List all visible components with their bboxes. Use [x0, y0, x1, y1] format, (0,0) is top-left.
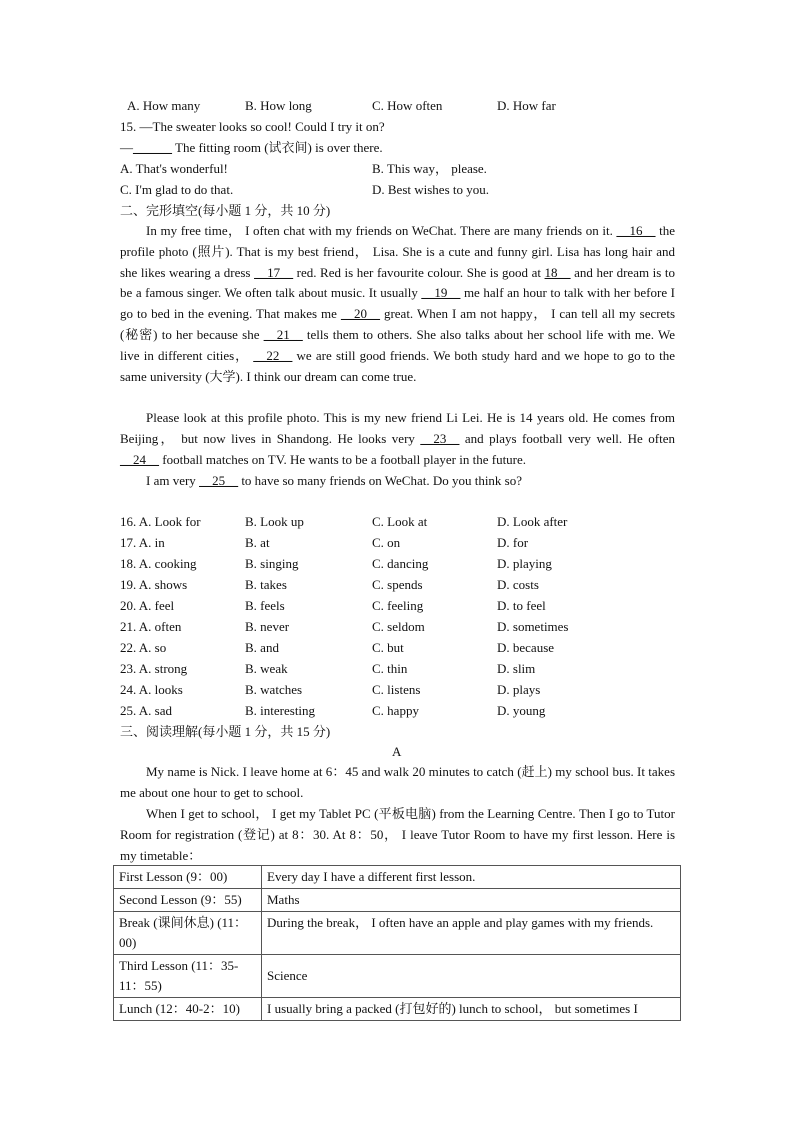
choice-18-d: D. playing [497, 556, 552, 571]
timetable-note: During the break， I often have an apple and play games with my friends. [262, 912, 681, 955]
choice-24-a: 24. A. looks [120, 682, 183, 697]
choice-21-d: D. sometimes [497, 619, 569, 634]
choice-21-b: B. never [245, 619, 290, 634]
passage-label: A [392, 744, 402, 759]
cloze-paragraph-1 [120, 221, 675, 387]
table-row [114, 889, 681, 912]
choice-17-c: C. on [372, 535, 401, 550]
cloze-text: football matches on TV. He wants to be a football player in the future. [159, 451, 527, 467]
choice-22-a: 22. A. so [120, 640, 167, 655]
q14-option-a: A. How many [127, 98, 201, 113]
q15-option-c: C. I'm glad to do that. [120, 182, 234, 197]
choice-21-a: 21. A. often [120, 619, 182, 634]
cloze-blank-25: __25__ [199, 473, 239, 488]
q14-option-c: C. How often [372, 98, 443, 113]
choice-18-a: 18. A. cooking [120, 556, 197, 571]
cloze-blank-24: __24__ [120, 451, 159, 467]
choice-24-d: D. plays [497, 682, 541, 697]
choice-18-c: C. dancing [372, 556, 429, 571]
cloze-text: I am very [146, 473, 200, 488]
choice-25-b: B. interesting [245, 703, 316, 718]
reading-text: My name is Nick. I leave home at 6：45 and walk 20 minutes to catch (赶上) my school bus. It takes me about one hour to get to school. [120, 764, 675, 800]
timetable-period: Third Lesson (11：35-11：55) [114, 955, 262, 998]
table-row [114, 998, 681, 1021]
timetable-period: Lunch (12：40-2：10) [114, 998, 262, 1021]
choice-16-b: B. Look up [245, 514, 304, 529]
cloze-text: red. Red is her favourite colour. She is good at [293, 264, 545, 280]
section3-heading: 三、阅读理解(每小题 1 分，共 15 分) [120, 724, 331, 739]
q15-reply-dash: — [120, 140, 133, 155]
q15-option-a: A. That's wonderful! [120, 161, 228, 176]
timetable-note: Science [262, 955, 681, 998]
choice-16-d: D. Look after [497, 514, 568, 529]
choice-19-b: B. takes [245, 577, 287, 592]
timetable-period: First Lesson (9：00) [114, 866, 262, 889]
q15-reply [120, 140, 383, 156]
choice-23-d: D. slim [497, 661, 536, 676]
timetable [113, 865, 681, 1021]
cloze-text: great. When I am not happy， I can tell all my secrets (秘密) to her because she [120, 306, 676, 342]
choice-25-c: C. happy [372, 703, 419, 718]
cloze-paragraph-2 [120, 408, 675, 470]
cloze-blank-19: __19__ [421, 285, 461, 301]
choice-23-c: C. thin [372, 661, 408, 676]
choice-22-c: C. but [372, 640, 404, 655]
choice-20-c: C. feeling [372, 598, 424, 613]
timetable-note: Maths [262, 889, 681, 912]
timetable-period: Break (课间休息) (11：00) [114, 912, 262, 955]
choice-19-c: C. spends [372, 577, 423, 592]
choice-23-a: 23. A. strong [120, 661, 188, 676]
cloze-blank-20: __20__ [340, 306, 380, 322]
cloze-text: me half an hour to talk with her before I go to bed in the evening. That makes me [120, 285, 675, 322]
choice-21-c: C. seldom [372, 619, 425, 634]
cloze-text: to have so many friends on WeChat. Do you think so? [238, 473, 523, 488]
choice-20-d: D. to feel [497, 598, 546, 613]
table-row [114, 866, 681, 889]
choice-22-b: B. and [245, 640, 279, 655]
choice-17-d: D. for [497, 535, 529, 550]
choice-19-d: D. costs [497, 577, 539, 592]
q15-reply-rest: The fitting room (试衣间) is over there. [172, 140, 383, 155]
q15-option-d: D. Best wishes to you. [372, 182, 489, 197]
q15-option-b: B. This way， please. [372, 161, 487, 176]
choice-20-a: 20. A. feel [120, 598, 175, 613]
reading-paragraph-1 [120, 762, 675, 804]
section2-heading: 二、完形填空(每小题 1 分，共 10 分) [120, 203, 331, 218]
choice-16-c: C. Look at [372, 514, 428, 529]
choice-18-b: B. singing [245, 556, 299, 571]
choice-24-c: C. listens [372, 682, 421, 697]
cloze-text: and plays football very well. He often [459, 430, 675, 446]
q15-stem: 15. —The sweater looks so cool! Could I try it on? [120, 119, 385, 134]
cloze-paragraph-3 [120, 471, 675, 492]
cloze-text: In my free time， I often chat with my friends on WeChat. There are many friends on it. [146, 223, 617, 238]
cloze-text: tells them to others. She also talks about her school life with me. We live in different cities， [120, 326, 675, 363]
cloze-blank-16: __16__ [616, 223, 656, 238]
q15-reply-blank: ______ [133, 140, 172, 155]
choice-20-b: B. feels [245, 598, 285, 613]
cloze-blank-22: __22__ [253, 347, 293, 363]
choice-22-d: D. because [497, 640, 555, 655]
choice-24-b: B. watches [245, 682, 303, 697]
choice-25-a: 25. A. sad [120, 703, 172, 718]
timetable-note: Every day I have a different first lesson. [262, 866, 681, 889]
reading-text: When I get to school， I get my Tablet PC (平板电脑) from the Learning Centre. Then I go to Tutor Room for registration (登记) at 8：30. At 8：50， I leave Tutor Room to have my first lesson. Here is my timetable： [120, 806, 675, 863]
choice-19-a: 19. A. shows [120, 577, 188, 592]
timetable-period: Second Lesson (9：55) [114, 889, 262, 912]
reading-paragraph-2 [120, 804, 675, 866]
cloze-blank-21: __21__ [263, 326, 303, 342]
table-row [114, 912, 681, 955]
q14-option-b: B. How long [245, 98, 312, 113]
cloze-text: the profile photo (照片). That is my best friend， Lisa. She is a cute and funny girl. Lisa has long hair and she likes wearing a dress [120, 223, 675, 280]
cloze-blank-18: 18__ [544, 264, 571, 280]
cloze-blank-23: __23__ [420, 430, 460, 446]
choice-25-d: D. young [497, 703, 546, 718]
cloze-blank-17: __17__ [254, 264, 294, 280]
cloze-text: Please look at this profile photo. This is my new friend Li Lei. He is 14 years old. He comes from Beijing， but now lives in Shandong. He looks very [120, 410, 675, 446]
choice-17-a: 17. A. in [120, 535, 165, 550]
cloze-text: and her dream is to be a famous singer. We often talk about music. It usually [120, 264, 675, 301]
table-row [114, 955, 681, 998]
cloze-text: we are still good friends. We both study hard and we hope to go to the same university (大学). I think our dream can come true. [120, 347, 675, 384]
timetable-note: I usually bring a packed (打包好的) lunch to school， but sometimes I [262, 998, 681, 1021]
choice-16-a: 16. A. Look for [120, 514, 201, 529]
choice-23-b: B. weak [245, 661, 288, 676]
choice-17-b: B. at [245, 535, 270, 550]
q14-option-d: D. How far [497, 98, 556, 113]
